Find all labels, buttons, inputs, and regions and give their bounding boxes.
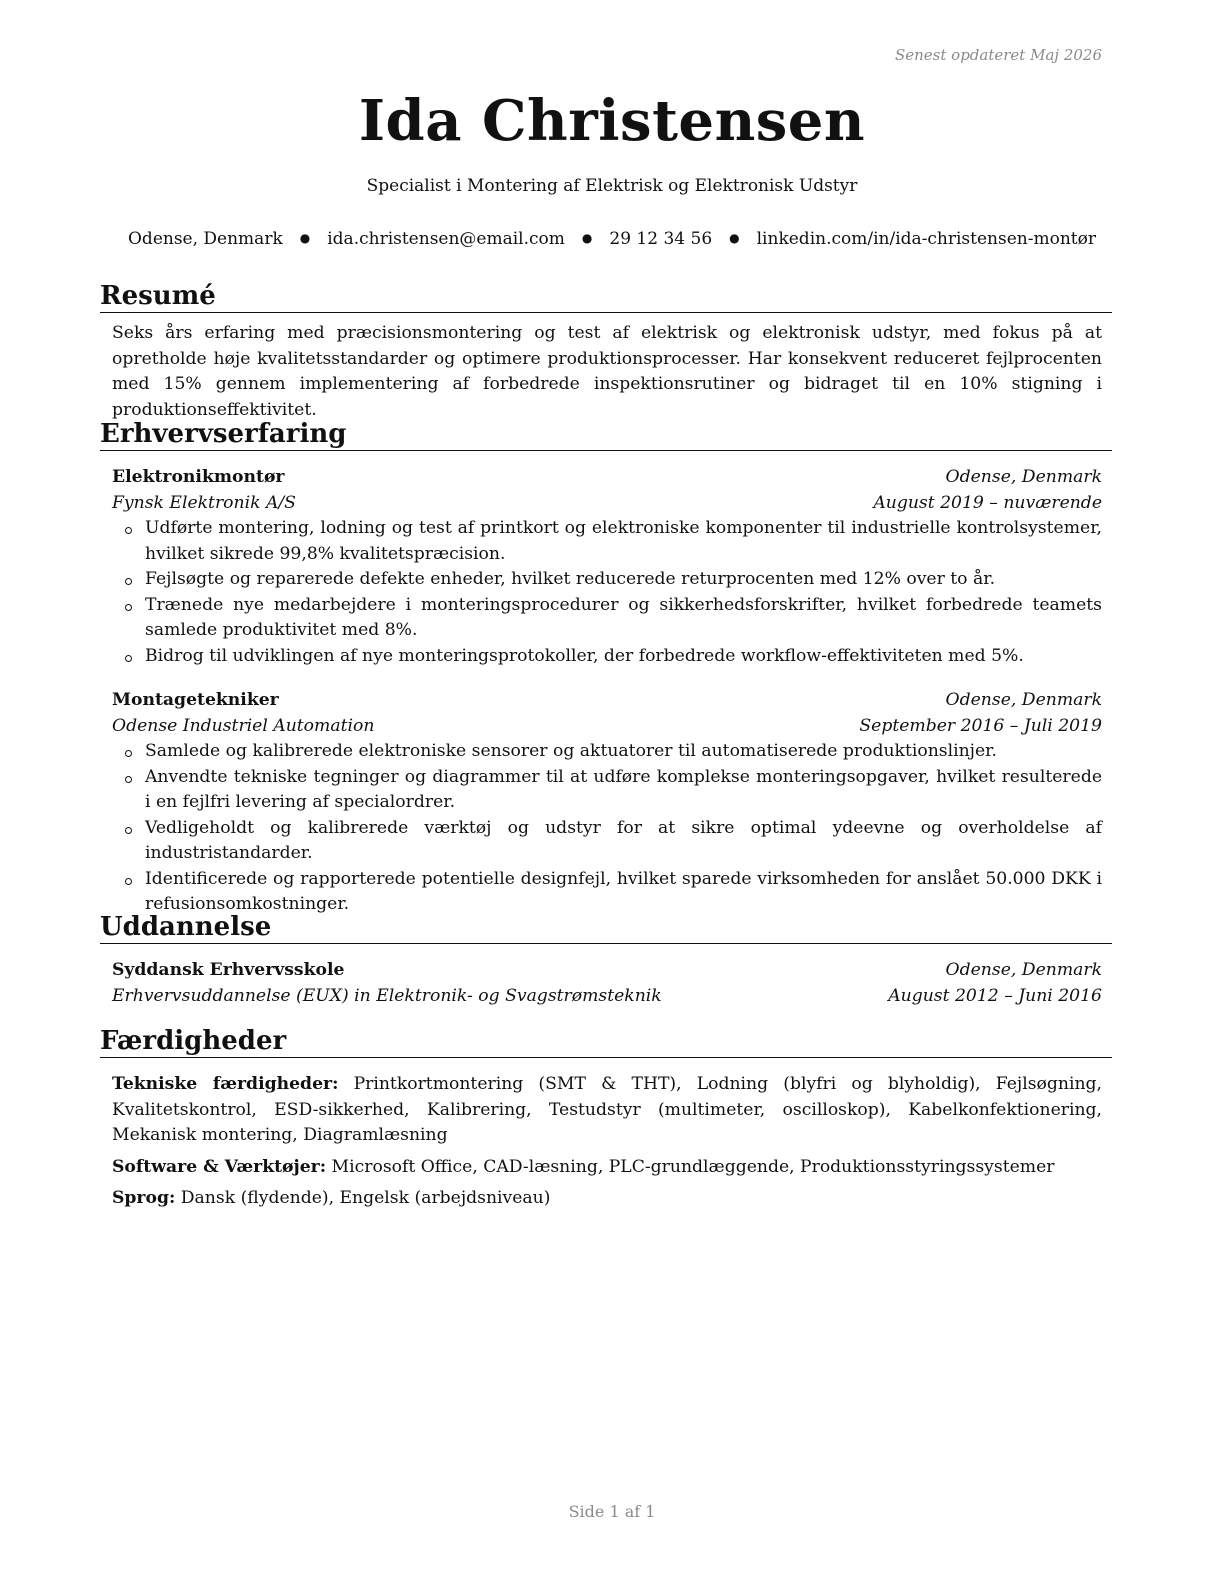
job-bullets xyxy=(112,739,1102,918)
education-section xyxy=(100,912,1112,1009)
candidate-name: Ida Christensen xyxy=(358,88,866,154)
list-item: Anvendte tekniske tegninger og diagrammer til at udføre komplekse monteringsopgaver, hvilket resulterede i en fejlfri levering af specialordrer. xyxy=(112,765,1102,816)
list-item: Udførte montering, lodning og test af printkort og elektroniske komponenter til industrielle kontrolsystemer, hvilket sikrede 99,8% kvalitetspræcision. xyxy=(112,516,1102,567)
skill-row xyxy=(112,1155,1102,1181)
list-item: Samlede og kalibrerede elektroniske sensorer og aktuatorer til automatiserede produktionslinjer. xyxy=(112,739,1102,765)
experience-section xyxy=(100,419,1112,918)
bullet-separator: ● xyxy=(299,231,311,245)
bullet-separator: ● xyxy=(729,231,740,245)
list-item: Trænede nye medarbejdere i monteringsprocedurer og sikkerhedsforskrifter, hvilket forbedrede teamets samlede produktivitet med 8%. xyxy=(112,593,1102,644)
list-item: Bidrog til udviklingen af nye monteringsprotokoller, der forbedrede workflow-effektiviteten med 5%. xyxy=(112,644,1102,670)
job-entry xyxy=(112,465,1102,669)
bullet-separator: ● xyxy=(581,231,593,245)
education-dates: August 2012 – Juni 2016 xyxy=(888,985,1102,1006)
skill-row xyxy=(112,1072,1102,1149)
last-updated: Senest opdateret Maj 2026 xyxy=(894,46,1102,64)
list-item: Identificerede og rapporterede potentielle designfejl, hvilket sparede virksomheden for anslået 50.000 DKK i refusionsomkostninger. xyxy=(112,867,1102,918)
school-location: Odense, Denmark xyxy=(945,960,1102,980)
job-company: Odense Industriel Automation xyxy=(112,715,375,736)
page-number: Side 1 af 1 xyxy=(568,1502,656,1521)
contact-phone: 29 12 34 56 xyxy=(609,229,713,249)
contact-linkedin[interactable]: linkedin.com/in/ida-christensen-montør xyxy=(756,229,1096,249)
job-role: Elektronikmontør xyxy=(112,467,285,487)
list-item: Fejlsøgte og reparerede defekte enheder, hvilket reducerede returprocenten med 12% over to år. xyxy=(112,567,1102,593)
contact-line xyxy=(0,229,1224,249)
summary-text: Seks års erfaring med præcisionsmontering og test af elektrisk og elektronisk udstyr, med fokus på at opretholde høje kvalitetsstandarder og optimere produktionsprocesser. Har konsekvent reduceret fejlprocenten med 15% gennem implementering af forbedrede inspektionsrutiner og bidraget til en 10% stigning i produktionseffektivitet. xyxy=(112,323,1102,420)
skill-row xyxy=(112,1186,1102,1212)
skill-value: Printkortmontering (SMT & THT), Lodning (blyfri og blyholdig), Fejlsøgning, Kvalitetskontrol, ESD-sikkerhed, Kalibrering, Testudstyr (multimeter, oscilloskop), Kabelkonfektionering, Mekanisk montering, Diagramlæsning xyxy=(112,1074,1103,1145)
section-title-skills: Færdigheder xyxy=(100,1026,1112,1058)
job-company: Fynsk Elektronik A/S xyxy=(112,492,296,513)
job-location: Odense, Denmark xyxy=(945,467,1102,487)
job-role: Montagetekniker xyxy=(112,690,279,710)
job-dates: August 2019 – nuværende xyxy=(873,492,1102,513)
job-entry xyxy=(112,688,1102,918)
skill-value: Dansk (flydende), Engelsk (arbejdsniveau) xyxy=(180,1188,551,1208)
contact-location: Odense, Denmark xyxy=(128,229,283,249)
education-entry xyxy=(112,958,1102,1009)
job-bullets xyxy=(112,516,1102,669)
skill-label: Sprog: xyxy=(112,1188,176,1208)
candidate-title: Specialist i Montering af Elektrisk og Elektronisk Udstyr xyxy=(366,176,858,196)
list-item: Vedligeholdt og kalibrerede værktøj og udstyr for at sikre optimal ydeevne og overholdelse af industristandarder. xyxy=(112,816,1102,867)
section-title-experience: Erhvervserfaring xyxy=(100,419,1112,451)
school-name: Syddansk Erhvervsskole xyxy=(112,960,345,980)
job-dates: September 2016 – Juli 2019 xyxy=(859,715,1102,736)
skill-label: Software & Værktøjer: xyxy=(112,1156,327,1177)
contact-email[interactable]: ida.christensen@email.com xyxy=(327,229,565,249)
section-title-education: Uddannelse xyxy=(100,912,1112,944)
degree-name: Erhvervsuddannelse (EUX) in Elektronik- og Svagstrømsteknik xyxy=(112,985,662,1006)
job-location: Odense, Denmark xyxy=(945,690,1102,710)
section-title-summary: Resumé xyxy=(100,281,1112,313)
skill-label: Tekniske færdigheder: xyxy=(112,1074,339,1094)
summary-section xyxy=(100,281,1112,423)
skill-value: Microsoft Office, CAD-læsning, PLC-grundlæggende, Produktionsstyringssystemer xyxy=(331,1156,1055,1177)
skills-section xyxy=(100,1026,1112,1212)
